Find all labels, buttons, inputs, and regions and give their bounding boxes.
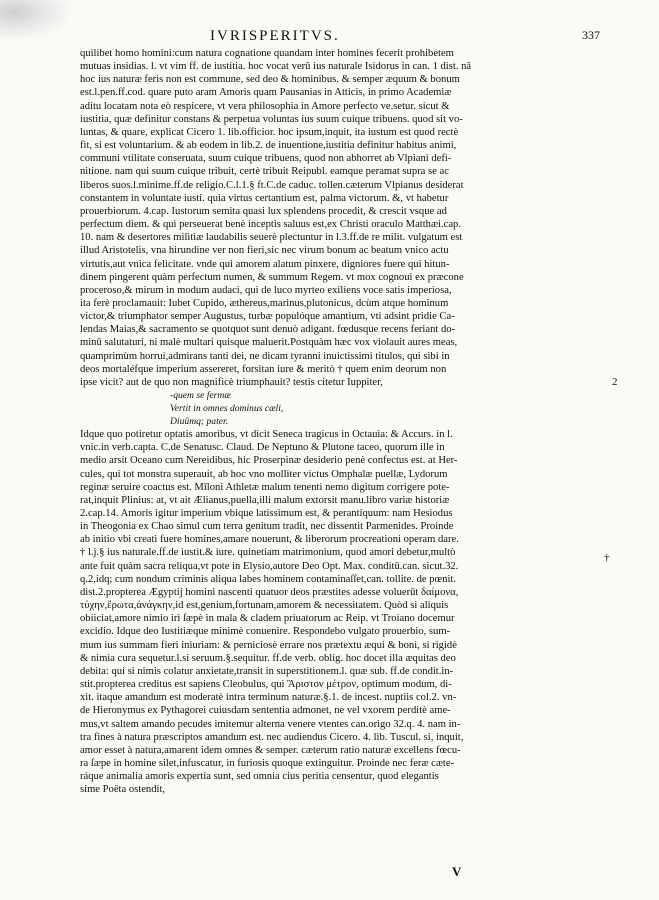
text-line: mum ius summam fieri iniuriam: & perniciosè errare nos prætextu æqui & boni, si rigidè [80, 639, 457, 651]
text-line: aditu locatam nota eò respicere, vt vera philosophia in Amore perfecto ve.setur. sicut & [80, 100, 450, 112]
text-line: stit.propterea creditus est sapiens Cleobulus, qui Ἄριστον μέτρον, optimum modum, di- [80, 679, 452, 691]
text-line: virtutis,aut vnica felicitate. vnde qui amorem alatum pinxere, digniores fuere qui hitun- [80, 258, 450, 270]
margin-note: † [604, 552, 610, 564]
text-line: Idque quo potiretur optatis amoribus, vt dicit Seneca tragicus in Octauia: & Accurs. in l. [80, 429, 453, 441]
text-line: hoc ius naturæ feris non est commune, sed deo & hominibus. & semper æquum & bonum [80, 74, 460, 86]
text-line: ab initio vbi creati fuere homines,amare nouerunt, & liberorum procreationi operam dare. [80, 534, 459, 546]
text-line: minū salutaturi, ni malè multari quisque maluerit.Postquàm hæc vox violauit aures meas, [80, 337, 458, 349]
text-line: tra fines à natura præscriptos amandum est. nec audiendus Cicero. 4. lib. Tuscul. si, inquit, [80, 731, 464, 743]
body-text [80, 47, 600, 796]
text-line: dinem pingerent quàm perfectum numen, & summum Regem. vt mox cognoui ex præcone [80, 271, 464, 283]
text-line: medio arsit Oceano cum Nereidibus, hic Proserpinæ desiderio penè confectus est. at Her- [80, 455, 458, 467]
text-line: nitione. nam qui suum cuique tribuit, certè tribuit Reipubl. eamque peramat supra se ac [80, 166, 449, 178]
text-line: iustitia, quæ definitur constans & perpetua voluntas ius suum cuique tribuens. quod sit vo- [80, 113, 463, 125]
text-line: de Hieronymus ex Pythagorei cuiusdam sententia admonet, ne vel vxorem perditè ame- [80, 705, 451, 717]
text-line: & nimia cura sequetur.l.si seruum.§.sequitur. ff.de verb. oblig. hoc docet illa æquitas deo [80, 652, 456, 664]
page-header [80, 28, 600, 48]
text-line: lendas Maias,& sacramento se quotquot sunt denuò adigant. fœdusque recens feriant do- [80, 324, 456, 336]
text-line: obiiciat,amore nimio iri ſæpè in mala & cladem priuatorum ac Reip. vt Troiano docemur [80, 613, 455, 625]
text-line: deos mortaléfque imperium assereret, forsitan iure & meritò † quem enim deorum non [80, 363, 447, 375]
text-line: 2.cap.14. Amoris igitur imperium vbique latissimum est, & perantiquum: nam Hesiodus [80, 508, 453, 519]
text-line: ráque animalia amoris expertia sunt, sed omnia cius peritia censentur, quod elegantis [80, 771, 439, 783]
text-line: illud Aristotelis, vna hirundine ver non fieri,sic nec virum bonum ac beatum vnico actu [80, 245, 449, 257]
verse-line: -quem se fermæ [170, 390, 231, 402]
page-number: 337 [582, 28, 600, 42]
text-line: est.l.pen.ff.cod. quare puto aram Amoris quam Pausanias in Atticis, in primo Academiæ [80, 87, 452, 99]
text-line: excidio. Idque deo Iustitiæque minimè conuenire. Respondebo vulgato prouerbio, sum- [80, 626, 451, 638]
catchword: V [452, 864, 462, 879]
text-line: fit, si est voluntarium. & ab eodem in lib.2. de inuentione,iustitia definitur habitus animi, [80, 140, 457, 152]
scan-smudge [0, 0, 70, 40]
text-line: xit. itaque amandum est moderatè intra terminum naturæ.§.1. de incest. nuptiis col.2. vn- [80, 692, 457, 704]
text-line: ita ferè proclamauit: Iubet Cupido, æthereus,marinus,plutonicus, dcùm atque hominum [80, 297, 449, 309]
text-line: 10. nam & desertores militiæ laudabilis seuerè plectuntur in l.3.ff.de re milit. vulgatum est [80, 232, 463, 244]
text-line: proceroso,& mirum in modum audaci, qui de luco myrteo exiliens voce satis imperiosa, [80, 284, 452, 296]
text-line: mus,vt saltem amando pecudes imitemur alterna venere vtentes can.origo 32.q. 4. nam in- [80, 718, 461, 730]
running-head: IVRISPERITVS. [210, 28, 340, 44]
text-line: communi vtilitate conseruata, suum cuique tribuens, quod non abhorret ab Vlpiani defi- [80, 153, 452, 165]
margin-note: 2 [612, 376, 618, 388]
verse-line: Diuûmq; pater. [170, 416, 229, 428]
text-line: ipse vicit? aut de quo non magnificè triumphauit? testis citetur Iuppiter, [80, 376, 383, 388]
text-line: constantem in voluntate iusti. quia virtus certantium est, palma victorum. &, vt habetur [80, 192, 449, 204]
text-line: cules, qui tot monstra superauit, ab hoc vno molliter victus Omphalæ puellæ, Lydorum [80, 468, 448, 480]
text-line: mutuas insidias. l. vt vim ff. de iustitia. hoc vocat verū ius naturale Isidorus in can. 1 dist. nā [80, 61, 472, 73]
verse-line: Vertit in omnes dominus cæli, [170, 403, 284, 415]
text-line: rat,inquit Plinius: at, vt ait Ælianus,puella,illi malum extorsit manu.libro variæ historiæ [80, 494, 450, 506]
text-line: q.2,idq; cum nondum criminis aliqua labes hominem contaminaſſet,can. tollite. de pœnit. [80, 573, 457, 585]
text-line: dist.2.propterea Ægyptij homini nascenti quatuor deos præstites adesse voluerūt δαίμονα, [80, 586, 459, 598]
text-line: victor,& triumphator semper Augustus, turbæ populóque amantium, vti adsint pridie Ca- [80, 311, 455, 323]
text-line: ra ſæpe in homine silet,infuscatur, in furiosis quoque extinguitur. Proinde nec feræ cæte- [80, 757, 455, 769]
text-line: quamprimùm horrui,admirans tanti dei, ne dicam tyranni inuictissimi titulos, qui sibi in [80, 350, 450, 362]
text-line: vnic.in verb.capta. C.de Senatusc. Claud. De Neptuno & Plutone taceo, quorum ille in [80, 442, 445, 454]
text-line: † l.j.§ ius naturale.ff.de iustit.& iure. quinetiam matrimonium, quod amori debetur,multò [80, 547, 456, 559]
text-line: sime Poëta ostendit, [80, 784, 166, 796]
text-line: perfectum diem. & qui perseuerat benè inceptis saluus est,ex Christi oraculo Matthæi.cap. [80, 219, 461, 231]
text-line: quilibet homo homini:cum natura cognatione quandam inter homines fecerit prohibetem [80, 48, 454, 59]
text-line: amor esset à natura,amarent idem omnes & semper. cæterum ratio naturæ excellens fœcu- [80, 744, 461, 756]
text-line: luntas, & quare, explicat Cicero 1. lib.officior. hoc ipsum,inquit, ita iustum est quod rectè [80, 126, 459, 138]
text-line: liberos suos.l.minime.ff.de religio.C.l.1.§ ft.C.de caduc. tollen.cæterum Vlpianus desiderat [80, 179, 464, 191]
text-line: in Theogonia ex Chao simul cum terra genitum tradit, nec dissentit Parmenides. Proinde [80, 521, 454, 533]
text-line: τύχην,ἔρωτα,ἀνάγκην,id est,genium,fortunam,amorem & necessitatem. Quòd si aliquis [80, 600, 449, 612]
text-line: ante fuit quàm sacra reliqua,vt pote in Elysio,autore Deo Opt. Max. conditū.can. sicut.32. [80, 560, 459, 572]
text-line: reginæ seruire coactus est. Mīloni Athletæ malum tenenti nemo digitum corrigere pote- [80, 481, 450, 493]
text-line: debita: qui si nimis colatur anxietate,transit in superstitionem.l. quæ sub. ff.de condit.in- [80, 665, 454, 677]
text-line: prouerbiorum. 4.cap. Iustorum semita quasi lux splendens procedit, & crescit vsque ad [80, 205, 447, 217]
